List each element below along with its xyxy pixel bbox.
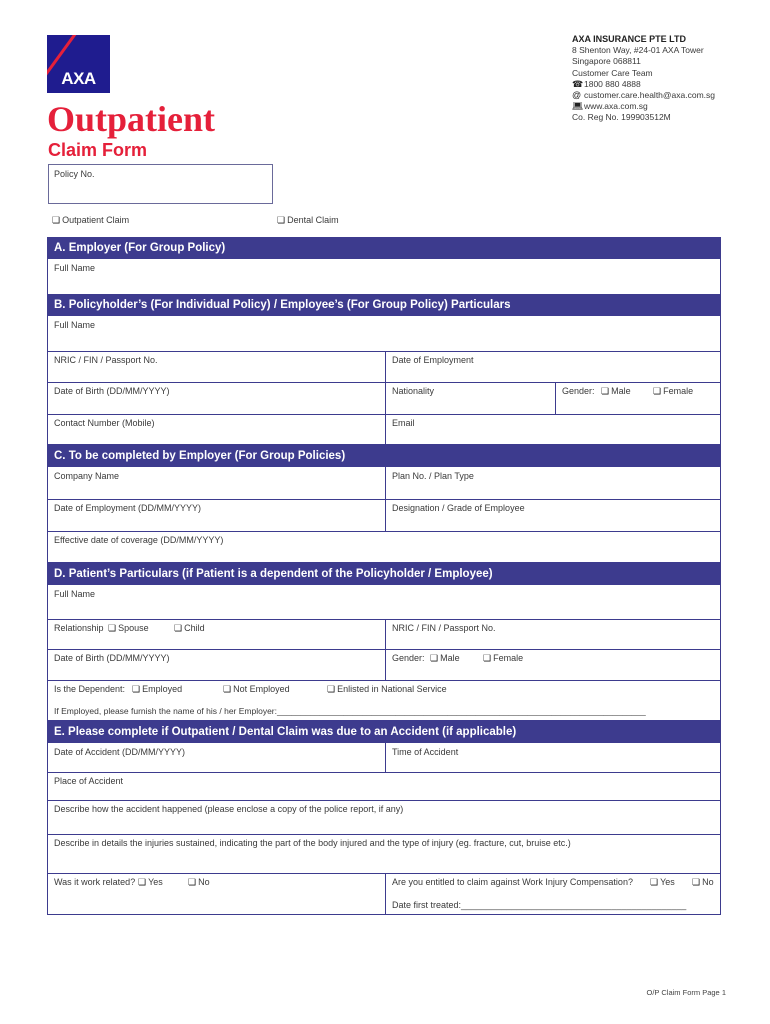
plan-no-label: Plan No. / Plan Type xyxy=(392,471,474,481)
policyholder-contact-label: Contact Number (Mobile) xyxy=(54,418,155,428)
plan-no-field[interactable] xyxy=(385,467,720,499)
policyholder-row-contact xyxy=(47,414,721,445)
policyholder-full-name-field[interactable] xyxy=(47,316,721,352)
dental-claim-label: Dental Claim xyxy=(287,215,339,225)
checkbox-icon: ❏ xyxy=(277,215,286,225)
effective-date-label: Effective date of coverage (DD/MM/YYYY) xyxy=(54,535,224,545)
accident-time-label: Time of Accident xyxy=(392,747,459,757)
company-address-1: 8 Shenton Way, #24-01 AXA Tower xyxy=(572,45,704,56)
policy-no-field[interactable] xyxy=(48,164,273,204)
wic-no-checkbox[interactable] xyxy=(692,877,714,888)
dependent-label: Is the Dependent: xyxy=(54,684,126,694)
policyholder-row-nric xyxy=(47,351,721,383)
outpatient-claim-checkbox[interactable] xyxy=(52,215,129,226)
policyholder-full-name-label: Full Name xyxy=(54,320,96,330)
wic-field xyxy=(385,873,720,914)
checkbox-icon: ❏ xyxy=(132,684,141,694)
accident-place-label: Place of Accident xyxy=(54,776,124,786)
checkbox-icon: ❏ xyxy=(692,877,701,887)
axa-logo xyxy=(47,35,110,93)
patient-full-name-label: Full Name xyxy=(54,589,96,599)
form-title: Outpatient xyxy=(47,99,216,139)
company-email[interactable]: customer.care.health@axa.com.sg xyxy=(584,90,715,101)
employer-row-company xyxy=(47,467,721,500)
patient-gender-field xyxy=(385,649,720,680)
checkbox-icon: ❏ xyxy=(650,877,659,887)
employment-date-label: Date of Employment (DD/MM/YYYY) xyxy=(54,503,202,513)
checkbox-icon: ❏ xyxy=(188,877,197,887)
section-e-header: E. Please complete if Outpatient / Dental Claim was due to an Accident (if applicable) xyxy=(47,721,721,743)
checkbox-icon: ❏ xyxy=(52,215,61,225)
customer-care-label: Customer Care Team xyxy=(572,67,653,78)
child-checkbox[interactable] xyxy=(174,623,205,634)
employer-full-name-field[interactable] xyxy=(47,259,721,295)
employed-label: Employed xyxy=(142,684,183,694)
not-employed-checkbox[interactable] xyxy=(223,684,290,695)
section-a-header: A. Employer (For Group Policy) xyxy=(47,237,721,259)
dental-claim-checkbox[interactable] xyxy=(277,215,339,226)
patient-full-name-field[interactable] xyxy=(47,585,721,620)
patient-nric-field[interactable] xyxy=(385,619,720,649)
no-label: No xyxy=(702,877,714,887)
patient-dob-label: Date of Birth (DD/MM/YYYY) xyxy=(54,653,170,663)
policyholder-nationality-field[interactable] xyxy=(385,382,555,414)
company-address-2: Singapore 068811 xyxy=(572,56,641,67)
work-related-label: Was it work related? xyxy=(54,877,136,887)
injuries-description-label: Describe in details the injuries sustained, indicating the part of the body injured and the type of injury (eg. fracture, cut, bruise etc.) xyxy=(54,838,571,848)
checkbox-icon: ❏ xyxy=(108,623,117,633)
enlisted-checkbox[interactable] xyxy=(327,684,447,695)
relationship-label: Relationship xyxy=(54,623,104,633)
company-phone: 1800 880 4888 xyxy=(584,78,641,89)
wic-yes-checkbox[interactable] xyxy=(650,877,675,888)
company-name-label: Company Name xyxy=(54,471,120,481)
checkbox-icon: ❏ xyxy=(138,877,147,887)
policyholder-dob-label: Date of Birth (DD/MM/YYYY) xyxy=(54,386,170,396)
checkbox-icon: ❏ xyxy=(327,684,336,694)
accident-date-field[interactable] xyxy=(48,743,385,772)
work-related-field xyxy=(48,873,385,914)
designation-field[interactable] xyxy=(385,499,720,531)
patient-row-dependent xyxy=(47,680,721,721)
work-related-yes-checkbox[interactable] xyxy=(138,877,163,888)
policyholder-dob-field[interactable] xyxy=(48,382,385,414)
section-b-header: B. Policyholder’s (For Individual Policy) / Employee’s (For Group Policy) Particulars xyxy=(47,294,721,316)
policyholder-email-field[interactable] xyxy=(385,414,720,444)
policyholder-employment-date-label: Date of Employment xyxy=(392,355,474,365)
patient-row-dob xyxy=(47,649,721,681)
yes-label: Yes xyxy=(660,877,675,887)
accident-place-field[interactable] xyxy=(47,772,721,801)
checkbox-icon: ❏ xyxy=(601,386,610,396)
policyholder-nationality-label: Nationality xyxy=(392,386,435,396)
employment-date-field[interactable] xyxy=(48,499,385,531)
company-name-field[interactable] xyxy=(48,467,385,499)
patient-female-checkbox[interactable] xyxy=(483,653,523,664)
work-related-no-checkbox[interactable] xyxy=(188,877,210,888)
company-name: AXA INSURANCE PTE LTD xyxy=(572,34,687,44)
form-subtitle: Claim Form xyxy=(48,140,148,160)
date-first-treated-field[interactable]: Date first treated:_____________________________________________ xyxy=(392,900,687,910)
policyholder-male-checkbox[interactable] xyxy=(601,386,631,397)
enlisted-label: Enlisted in National Service xyxy=(337,684,447,694)
patient-relationship-field xyxy=(48,619,385,649)
accident-row-work xyxy=(47,873,721,915)
phone-icon: ☎ xyxy=(572,78,584,89)
policy-no-label: Policy No. xyxy=(54,169,95,179)
company-website[interactable]: www.axa.com.sg xyxy=(584,101,648,112)
injuries-description-field[interactable] xyxy=(47,834,721,874)
policyholder-nric-field[interactable] xyxy=(48,351,385,382)
male-label: Male xyxy=(440,653,460,663)
employed-checkbox[interactable] xyxy=(132,684,182,695)
policyholder-row-dob xyxy=(47,382,721,415)
employer-row-employment xyxy=(47,499,721,532)
spouse-label: Spouse xyxy=(118,623,149,633)
accident-description-field[interactable] xyxy=(47,800,721,835)
accident-date-label: Date of Accident (DD/MM/YYYY) xyxy=(54,747,186,757)
policyholder-employment-date-field[interactable] xyxy=(385,351,720,382)
patient-row-relationship xyxy=(47,619,721,650)
child-label: Child xyxy=(184,623,205,633)
male-label: Male xyxy=(611,386,631,396)
page-footer: O/P Claim Form Page 1 xyxy=(646,988,726,997)
designation-label: Designation / Grade of Employee xyxy=(392,503,525,513)
section-d-header: D. Patient’s Particulars (if Patient is a dependent of the Policyholder / Employee) xyxy=(47,563,721,585)
computer-icon: 💻︎ xyxy=(572,101,584,112)
dependent-employer-name-field[interactable]: If Employed, please furnish the name of his / her Employer:______________________________________________________________________________ xyxy=(54,706,646,716)
wic-label: Are you entitled to claim against Work Injury Compensation? xyxy=(392,877,633,887)
email-icon: @ xyxy=(572,90,582,101)
section-c-header: C. To be completed by Employer (For Group Policies) xyxy=(47,445,721,467)
checkbox-icon: ❏ xyxy=(174,623,183,633)
accident-time-field[interactable] xyxy=(385,743,720,772)
not-employed-label: Not Employed xyxy=(233,684,290,694)
policyholder-female-checkbox[interactable] xyxy=(653,386,693,397)
policyholder-gender-field xyxy=(555,382,720,414)
logo-text: AXA xyxy=(61,69,96,88)
policyholder-email-label: Email xyxy=(392,418,415,428)
checkbox-icon: ❏ xyxy=(430,653,439,663)
company-reg-no: Co. Reg No. 199903512M xyxy=(572,112,671,123)
outpatient-claim-label: Outpatient Claim xyxy=(62,215,130,225)
checkbox-icon: ❏ xyxy=(483,653,492,663)
employer-full-name-label: Full Name xyxy=(54,263,96,273)
patient-gender-label: Gender: xyxy=(392,653,425,663)
effective-date-field[interactable] xyxy=(47,531,721,563)
checkbox-icon: ❏ xyxy=(223,684,232,694)
patient-dob-field[interactable] xyxy=(48,649,385,680)
policyholder-contact-field[interactable] xyxy=(48,414,385,444)
no-label: No xyxy=(198,877,210,887)
accident-row-date xyxy=(47,743,721,773)
patient-nric-label: NRIC / FIN / Passport No. xyxy=(392,623,496,633)
patient-male-checkbox[interactable] xyxy=(430,653,460,664)
yes-label: Yes xyxy=(148,877,163,887)
policyholder-nric-label: NRIC / FIN / Passport No. xyxy=(54,355,158,365)
company-info xyxy=(572,34,715,124)
policyholder-gender-label: Gender: xyxy=(562,386,595,396)
female-label: Female xyxy=(663,386,694,396)
accident-description-label: Describe how the accident happened (please enclose a copy of the police report, if any) xyxy=(54,804,404,814)
female-label: Female xyxy=(493,653,524,663)
checkbox-icon: ❏ xyxy=(653,386,662,396)
spouse-checkbox[interactable] xyxy=(108,623,149,634)
